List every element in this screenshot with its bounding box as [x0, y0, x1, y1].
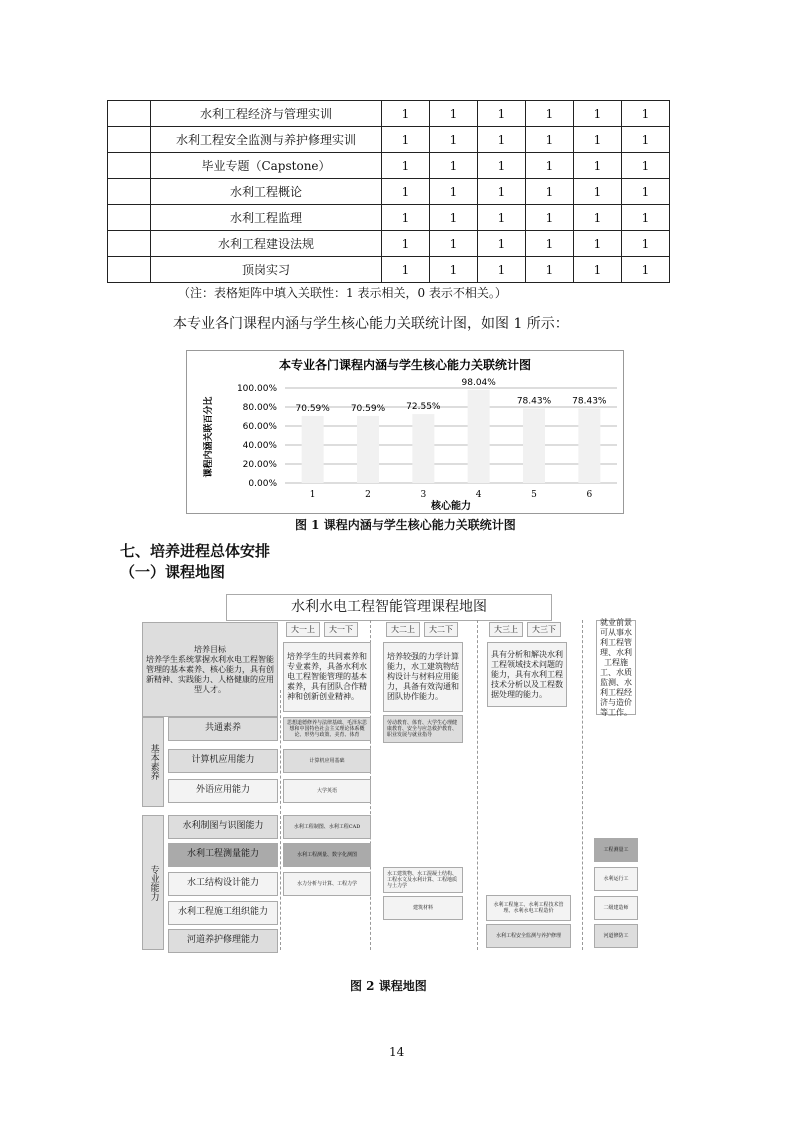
year1-course-box: 大学英语	[283, 779, 371, 803]
relevance-cell: 1	[526, 153, 574, 179]
year1-course-box: 思想道德修养与法律基础、毛泽东思想和中国特色社会主义理论体系概论、形势与政策、美育、体育	[283, 717, 371, 741]
semester-tab: 大一上	[286, 622, 320, 637]
basic-literacy-label: 基本素养	[142, 717, 164, 807]
relevance-cell: 1	[382, 257, 430, 283]
table-row	[108, 153, 670, 179]
relevance-cell: 1	[574, 205, 622, 231]
ability-box: 共通素养	[168, 717, 278, 741]
relevance-cell: 1	[430, 127, 478, 153]
year1-desc: 培养学生的共同素养和专业素养，具备水利水电工程智能管理的基本素养，具有团队合作精神和创新创业精神。	[283, 642, 371, 712]
relevance-cell: 1	[622, 257, 670, 283]
relevance-cell: 1	[478, 231, 526, 257]
relevance-cell: 1	[622, 127, 670, 153]
semester-tab: 大一下	[324, 622, 358, 637]
relevance-cell: 1	[526, 205, 574, 231]
training-goal-box	[142, 622, 278, 717]
job-box: 二级建造师	[594, 896, 638, 920]
year1-course-box: 水利工程制图、水利工程CAD	[283, 815, 371, 839]
course-name: 水利工程概论	[151, 179, 382, 205]
professional-ability-label: 专业能力	[142, 815, 164, 950]
relevance-cell: 1	[622, 101, 670, 127]
relevance-cell: 1	[430, 231, 478, 257]
y-tick-label: 100.00%	[236, 384, 277, 394]
x-tick-label: 5	[531, 490, 537, 500]
data-label: 70.59%	[350, 403, 386, 414]
relevance-cell: 1	[526, 127, 574, 153]
goal-title: 培养目标	[194, 644, 226, 654]
relevance-cell: 1	[574, 179, 622, 205]
x-tick-label: 3	[420, 490, 427, 500]
relevance-cell: 1	[382, 205, 430, 231]
relevance-cell: 1	[526, 231, 574, 257]
relevance-cell: 1	[574, 231, 622, 257]
relevance-cell: 1	[574, 101, 622, 127]
relevance-cell: 1	[574, 153, 622, 179]
bar	[412, 414, 434, 483]
relevance-cell: 1	[622, 153, 670, 179]
relevance-cell: 1	[382, 127, 430, 153]
correlation-matrix-table	[107, 100, 670, 283]
job-box: 工程测量工	[594, 838, 638, 862]
y-axis-label: 课程内涵关联百分比	[204, 396, 214, 478]
relevance-cell: 1	[574, 257, 622, 283]
year3-course-box: 水利工程安全监测与养护修理	[486, 924, 571, 948]
course-name: 顶岗实习	[151, 257, 382, 283]
ability-box: 水工结构设计能力	[168, 872, 278, 896]
relevance-cell: 1	[478, 179, 526, 205]
x-tick-label: 6	[586, 490, 593, 500]
chart-title: 本专业各门课程内涵与学生核心能力关联统计图	[278, 358, 532, 372]
y-tick-label: 20.00%	[242, 460, 277, 470]
job-box: 水利运行工	[594, 867, 638, 891]
figure-2-caption: 图 2 课程地图	[350, 979, 427, 993]
figure-1-caption: 图 1 课程内涵与学生核心能力关联统计图	[295, 518, 516, 532]
year1-course-box: 水利工程测量、数字化测图	[283, 843, 371, 867]
data-label: 70.59%	[295, 403, 330, 414]
bar-chart	[187, 351, 623, 513]
table-row	[108, 127, 670, 153]
y-tick-label: 0.00%	[248, 479, 277, 489]
relevance-cell: 1	[430, 179, 478, 205]
y-tick-label: 60.00%	[242, 422, 277, 432]
ability-box: 外语应用能力	[168, 779, 278, 803]
ability-box: 水利制图与识图能力	[168, 815, 278, 839]
relevance-cell: 1	[478, 257, 526, 283]
page-number: 14	[389, 1045, 405, 1059]
y-tick-label: 40.00%	[242, 441, 277, 451]
semester-tab: 大三下	[527, 622, 561, 637]
relevance-cell: 1	[622, 205, 670, 231]
ability-box: 水利工程施工组织能力	[168, 901, 278, 925]
job-box: 河道修防工	[594, 924, 638, 948]
relevance-cell: 1	[622, 231, 670, 257]
career-box: 就业前景可从事水利工程管理、水利工程施工、水质监测、水利工程经济与造价等工作。	[596, 620, 636, 715]
intro-paragraph: 本专业各门课程内涵与学生核心能力关联统计图，如图 1 所示：	[173, 316, 569, 332]
data-label: 72.55%	[406, 402, 441, 413]
subsection-heading: （一）课程地图	[120, 563, 226, 581]
x-axis-label: 核心能力	[431, 501, 471, 512]
data-label: 98.04%	[461, 377, 496, 388]
x-tick-label: 4	[475, 490, 482, 500]
section-heading: 七、培养进程总体安排	[120, 542, 271, 560]
year1-course-box: 水力分析与计算、工程力学	[283, 872, 371, 896]
relevance-cell: 1	[382, 231, 430, 257]
table-row	[108, 205, 670, 231]
relevance-cell: 1	[574, 127, 622, 153]
y-tick-label: 80.00%	[242, 403, 277, 413]
relevance-cell: 1	[622, 179, 670, 205]
table-row	[108, 257, 670, 283]
relevance-cell: 1	[430, 257, 478, 283]
ability-box: 水利工程测量能力	[168, 843, 278, 867]
bar	[302, 416, 324, 483]
bar	[468, 390, 490, 483]
table-row	[108, 179, 670, 205]
year2-course-box: 建筑材料	[383, 896, 463, 920]
course-name: 毕业专题（Capstone）	[151, 153, 382, 179]
relevance-cell: 1	[382, 153, 430, 179]
relevance-cell: 1	[526, 257, 574, 283]
x-tick-label: 1	[309, 490, 316, 500]
semester-tab: 大二下	[424, 622, 458, 637]
relevance-cell: 1	[478, 205, 526, 231]
semester-tab: 大三上	[489, 622, 523, 637]
data-label: 78.43%	[516, 396, 552, 407]
ability-box: 河道养护修理能力	[168, 929, 278, 953]
course-name: 水利工程监理	[151, 205, 382, 231]
relevance-cell: 1	[430, 101, 478, 127]
relevance-cell: 1	[526, 101, 574, 127]
chart-box	[186, 350, 624, 514]
table-row	[108, 231, 670, 257]
table-note: （注：表格矩阵中填入关联性：1 表示相关，0 表示不相关。）	[178, 286, 507, 300]
goal-text: 培养学生系统掌握水利水电工程智能管理的基本素养、核心能力，具有创新精神、实践能力、人格健康的应用型人才。	[146, 654, 274, 694]
bar	[578, 408, 600, 483]
relevance-cell: 1	[478, 101, 526, 127]
course-name: 水利工程安全监测与养护修理实训	[151, 127, 382, 153]
relevance-cell: 1	[382, 101, 430, 127]
course-name: 水利工程经济与管理实训	[151, 101, 382, 127]
relevance-cell: 1	[430, 153, 478, 179]
course-name: 水利工程建设法规	[151, 231, 382, 257]
relevance-cell: 1	[526, 179, 574, 205]
year3-course-box: 水利工程施工、水利工程技术管理、水利水电工程造价	[486, 895, 571, 921]
map-title: 水利水电工程智能管理课程地图	[226, 594, 552, 621]
year2-course-box: 劳动教育、体育、大学生心理健康教育、安全与应急救护教育、职业发展与就业指导	[383, 715, 463, 743]
ability-box: 计算机应用能力	[168, 749, 278, 773]
relevance-cell: 1	[478, 153, 526, 179]
bar	[523, 408, 545, 483]
year1-course-box: 计算机应用基础	[283, 749, 371, 773]
data-label: 78.43%	[572, 396, 607, 407]
table-row	[108, 101, 670, 127]
relevance-cell: 1	[382, 179, 430, 205]
year3-desc: 具有分析和解决水利工程领域技术问题的能力，具有水利工程技术分析以及工程数据处理的能力。	[487, 642, 567, 707]
year2-course-box: 水工建筑物、水工混凝土结构、工程水文及水利计算、工程地质与土力学	[383, 867, 463, 893]
bar	[357, 416, 379, 483]
semester-tab: 大二上	[386, 622, 420, 637]
relevance-cell: 1	[478, 127, 526, 153]
relevance-cell: 1	[430, 205, 478, 231]
x-tick-label: 2	[365, 490, 371, 500]
year2-desc: 培养较强的力学计算能力，水工建筑物结构设计与材料应用能力，具备有效沟通和团队协作能力。	[383, 642, 463, 712]
